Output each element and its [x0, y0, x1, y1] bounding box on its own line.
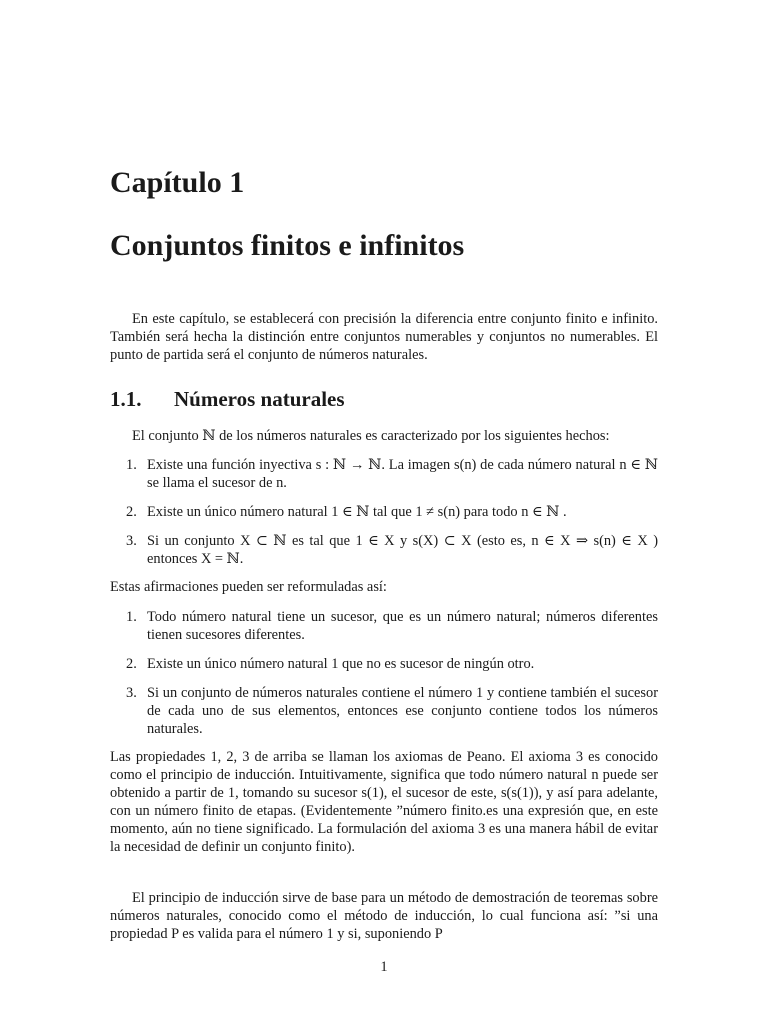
fact-list-item	[110, 456, 658, 492]
list-item-text: Existe un único número natural 1 que no es sucesor de ningún otro.	[147, 656, 535, 672]
reformulation-intro: Estas afirmaciones pueden ser reformuladas así:	[110, 579, 387, 595]
section-heading	[110, 387, 345, 412]
list-item-text: Existe una función inyectiva s : ℕ → ℕ. La imagen s(n) de cada número natural n ∈ ℕ se llama el sucesor de n.	[147, 457, 658, 491]
list-item-text: Si un conjunto de números naturales contiene el número 1 y contiene también el sucesor de cada uno de sus elementos, entonces ese conjunto contiene todos los números naturales.	[147, 685, 658, 737]
intro-paragraph: En este capítulo, se establecerá con precisión la diferencia entre conjunto finito e infinito. También será hecha la distinción entre conjuntos numerables y conjuntos no numerables. El punto de partida será el conjunto de números naturales.	[110, 311, 658, 363]
chapter-title: Conjuntos finitos e infinitos	[110, 229, 465, 262]
induction-paragraph: El principio de inducción sirve de base para un método de demostración de teoremas sobre números naturales, conocido como el método de inducción, lo cual funciona así: ”si una propiedad P es valida para el número 1 y si, suponiendo P	[110, 890, 658, 942]
reformulation-list-item	[110, 655, 658, 673]
reformulation-list-item	[110, 684, 658, 738]
peano-paragraph: Las propiedades 1, 2, 3 de arriba se llaman los axiomas de Peano. El axioma 3 es conocido como el principio de inducción. Intuitivamente, significa que todo número natural n puede ser obtenido a partir de 1, tomando su sucesor s(1), el sucesor de este, s(s(1)), y así para adelante, con un número finito de etapas. (Evidentemente ”número finito.es una expresión que, en este momento, aún no tiene significado. La formulación del axioma 3 es una manera hábil de evitar la necesidad de definir un conjunto finito).	[110, 749, 658, 855]
list-item-number: 2.	[126, 504, 137, 520]
section-title: Números naturales	[174, 387, 345, 411]
list-item-text: Todo número natural tiene un sucesor, que es un número natural; números diferentes tienen sucesores diferentes.	[147, 609, 658, 643]
section-intro-paragraph: El conjunto ℕ de los números naturales es caracterizado por los siguientes hechos:	[132, 428, 610, 444]
page-number: 1	[380, 959, 388, 975]
list-item-number: 3.	[126, 533, 137, 549]
list-item-number: 1.	[126, 457, 137, 473]
reformulation-list-item	[110, 608, 658, 644]
list-item-number: 3.	[126, 685, 137, 701]
section-number: 1.1.	[110, 387, 142, 411]
list-item-number: 1.	[126, 609, 137, 625]
list-item-text: Si un conjunto X ⊂ ℕ es tal que 1 ∈ X y s(X) ⊂ X (esto es, n ∈ X ⇒ s(n) ∈ X ) entonces X = ℕ.	[147, 533, 658, 567]
list-item-number: 2.	[126, 656, 137, 672]
fact-list-item	[110, 503, 658, 521]
chapter-number-heading: Capítulo 1	[110, 166, 245, 199]
list-item-text: Existe un único número natural 1 ∈ ℕ tal que 1 ≠ s(n) para todo n ∈ ℕ .	[147, 504, 567, 520]
fact-list-item	[110, 532, 658, 568]
